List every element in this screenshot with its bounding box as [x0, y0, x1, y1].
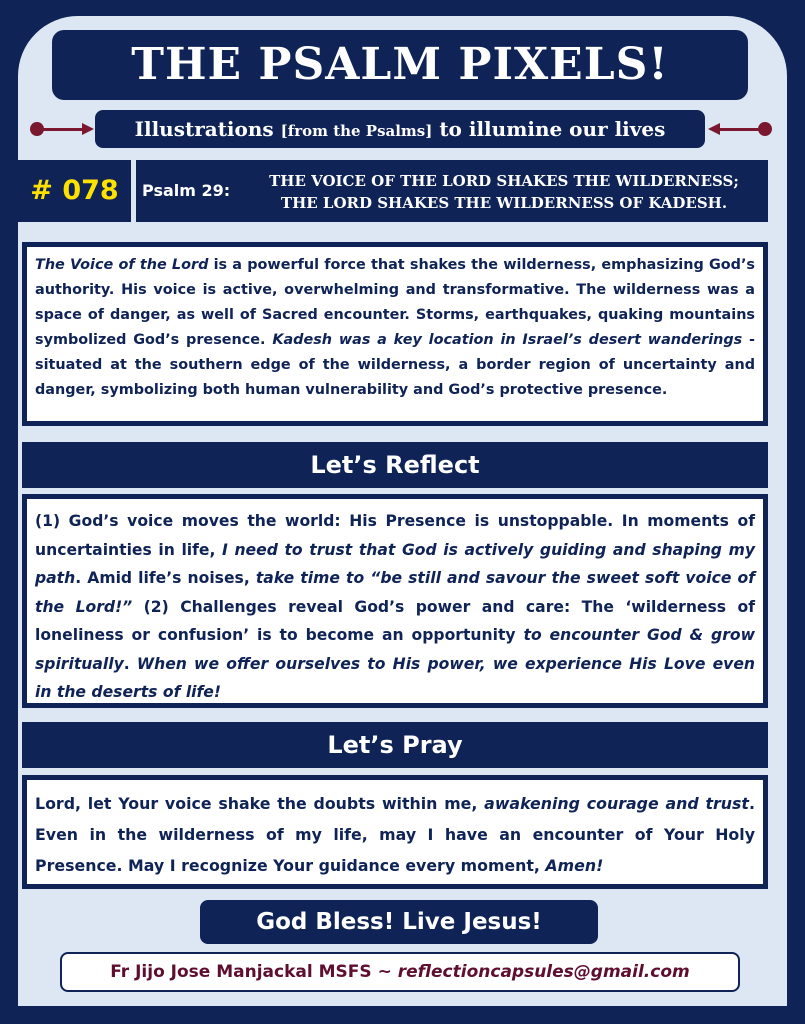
psalm-reference: Psalm 29: [142, 181, 231, 200]
pray-heading: Let’s Pray [22, 722, 768, 768]
right-arrow-icon [708, 122, 772, 136]
psalm-verse: THE VOICE OF THE LORD SHAKES THE WILDERNESS; THE LORD SHAKES THE WILDERNESS OF KADESH. [269, 172, 739, 212]
left-arrow-icon [30, 122, 94, 136]
intro-text: The Voice of the Lord is a powerful force that shakes the wilderness, emphasizing God’s authority. His voice is active, overwhelming and transformative. The wilderness was a space of danger, as well of Sacred encounter. Storms, earthquakes, quaking mountains symbolized God’s presence. Kadesh was a key location in Israel’s desert wanderings - situated at the southern edge of the wilderness, a border region of uncertainty and danger, symbolizing both human vulnerability and God’s protective presence. [22, 242, 768, 426]
poster [10, 10, 795, 1014]
page-title: THE PSALM PIXELS! [52, 30, 748, 100]
closing-blessing: God Bless! Live Jesus! [200, 900, 598, 944]
reflect-heading: Let’s Reflect [22, 442, 768, 488]
psalm-verse-box [136, 160, 768, 222]
reflect-text: (1) God’s voice moves the world: His Presence is unstoppable. In moments of uncertainties in life, I need to trust that God is actively guiding and shaping my path. Amid life’s noises, take time to “be still and savour the sweet soft voice of the Lord!” (2) Challenges reveal God’s power and care: The ‘wilderness of loneliness or confusion’ is to become an opportunity to encounter God & grow spiritually. When we offer ourselves to His power, we experience His Love even in the deserts of life! [22, 494, 768, 708]
author-footer: Fr Jijo Jose Manjackal MSFS ~ reflectioncapsules@gmail.com [60, 952, 740, 992]
psalm-number-badge: # 078 [18, 160, 131, 222]
email-link[interactable]: reflectioncapsules@gmail.com [397, 962, 690, 982]
subtitle: Illustrations [from the Psalms] to illumine our lives [95, 110, 705, 148]
pray-text: Lord, let Your voice shake the doubts within me, awakening courage and trust. Even in the wilderness of my life, may I have an encounter of Your Holy Presence. May I recognize Your guidance every moment, Amen! [22, 775, 768, 889]
